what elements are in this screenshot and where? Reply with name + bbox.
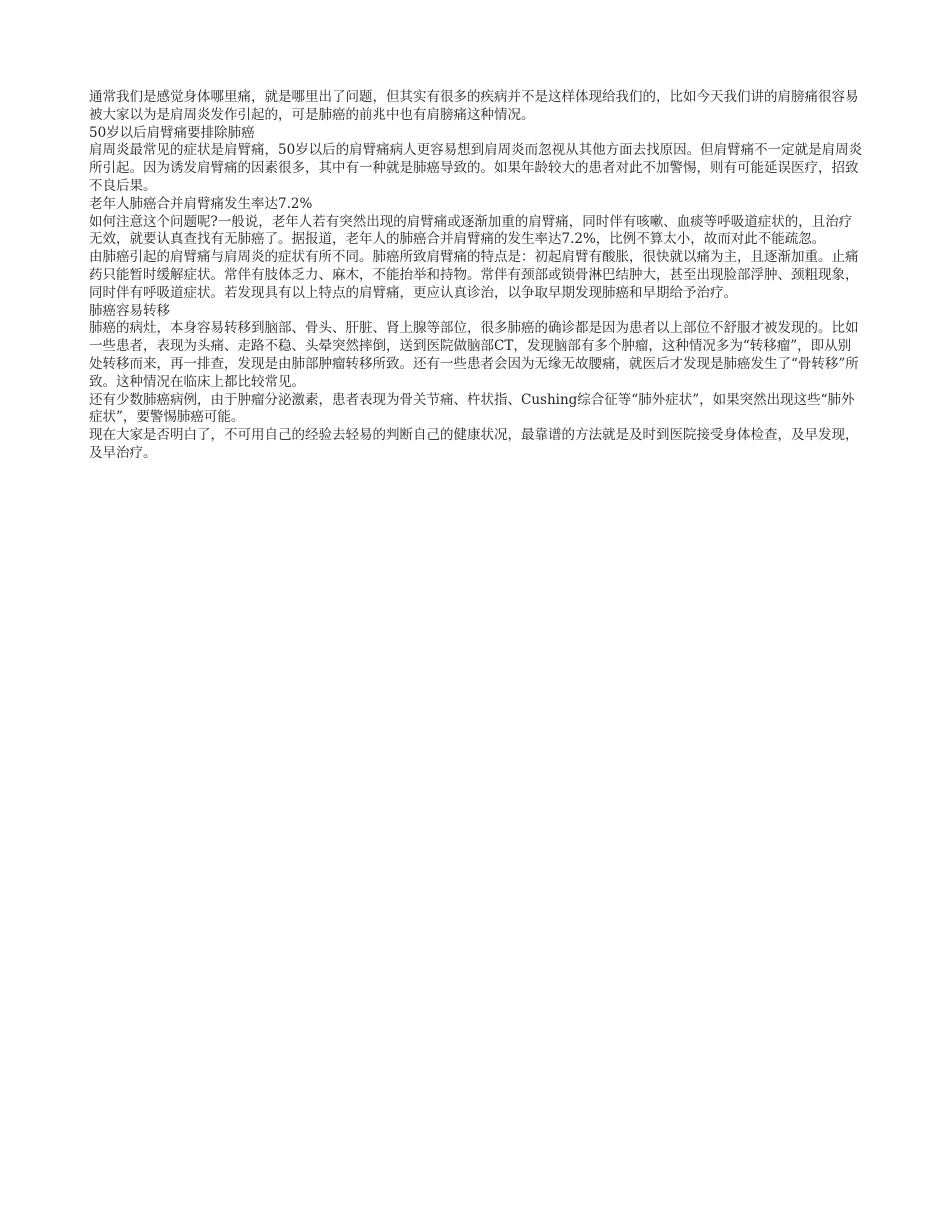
article-body (89, 89, 864, 463)
paragraph-extrapulmonary: 还有少数肺癌病例，由于肿瘤分泌激素，患者表现为骨关节痛、杵状指、Cushing综合征等“肺外症状”，如果突然出现这些“肺外症状”，要警惕肺癌可能。 (89, 391, 855, 426)
paragraph-conclusion: 现在大家是否明白了，不可用自己的经验去轻易的判断自己的健康状况，最靠谱的方法就是及时到医院接受身体检查，及早发现，及早治疗。 (89, 427, 859, 461)
section-heading-metastasis: 肺癌容易转移 (89, 302, 170, 319)
section-heading-incidence: 老年人肺癌合并肩臂痛发生率达7.2% (89, 195, 313, 212)
paragraph-metastasis: 肺癌的病灶，本身容易转移到脑部、骨头、肝脏、肾上腺等部位，很多肺癌的确诊都是因为患者以上部位不舒服才被发现的。比如一些患者，表现为头痛、走路不稳、头晕突然摔倒，送到医院做脑部CT，发现脑部有多个肿瘤，这种情况多为“转移瘤”，即从别处转移而来，再一排查，发现是由肺部肿瘤转移所致。还有一些患者会因为无缘无故腰痛，就医后才发现是肺癌发生了“骨转移”所致。这种情况在临床上都比较常见。 (89, 320, 859, 390)
paragraph-periarthritis: 肩周炎最常见的症状是肩臂痛，50岁以后的肩臂痛病人更容易想到肩周炎而忽视从其他方面去找原因。但肩臂痛不一定就是肩周炎所引起。因为诱发肩臂痛的因素很多，其中有一种就是肺癌导致的。如果年龄较大的患者对此不加警惕，则有可能延误医疗，招致不良后果。 (89, 142, 863, 194)
paragraph-intro: 通常我们是感觉身体哪里痛，就是哪里出了问题，但其实有很多的疾病并不是这样体现给我们的，比如今天我们讲的肩膀痛很容易被大家以为是肩周炎发作引起的，可是肺癌的前兆中也有肩膀痛这种情况。 (89, 89, 859, 123)
paragraph-incidence: 如何注意这个问题呢?一般说，老年人若有突然出现的肩臂痛或逐渐加重的肩臂痛，同时伴有咳嗽、血痰等呼吸道症状的，且治疗无效，就要认真查找有无肺癌了。据报道，老年人的肺癌合并肩臂痛的发生率达7.2%，比例不算太小，故而对此不能疏忽。 (89, 213, 853, 248)
paragraph-symptom-difference: 由肺癌引起的肩臂痛与肩周炎的症状有所不同。肺癌所致肩臂痛的特点是：初起肩臂有酸胀，很快就以痛为主，且逐渐加重。止痛药只能暂时缓解症状。常伴有肢体乏力、麻木，不能抬举和持物。常伴有颈部或锁骨淋巴结肿大，甚至出现脸部浮肿、颈粗现象，同时伴有呼吸道症状。若发现具有以上特点的肩臂痛，更应认真诊治，以争取早期发现肺癌和早期给予治疗。 (89, 249, 859, 301)
section-heading-age-50: 50岁以后肩臂痛要排除肺癌 (89, 124, 255, 141)
